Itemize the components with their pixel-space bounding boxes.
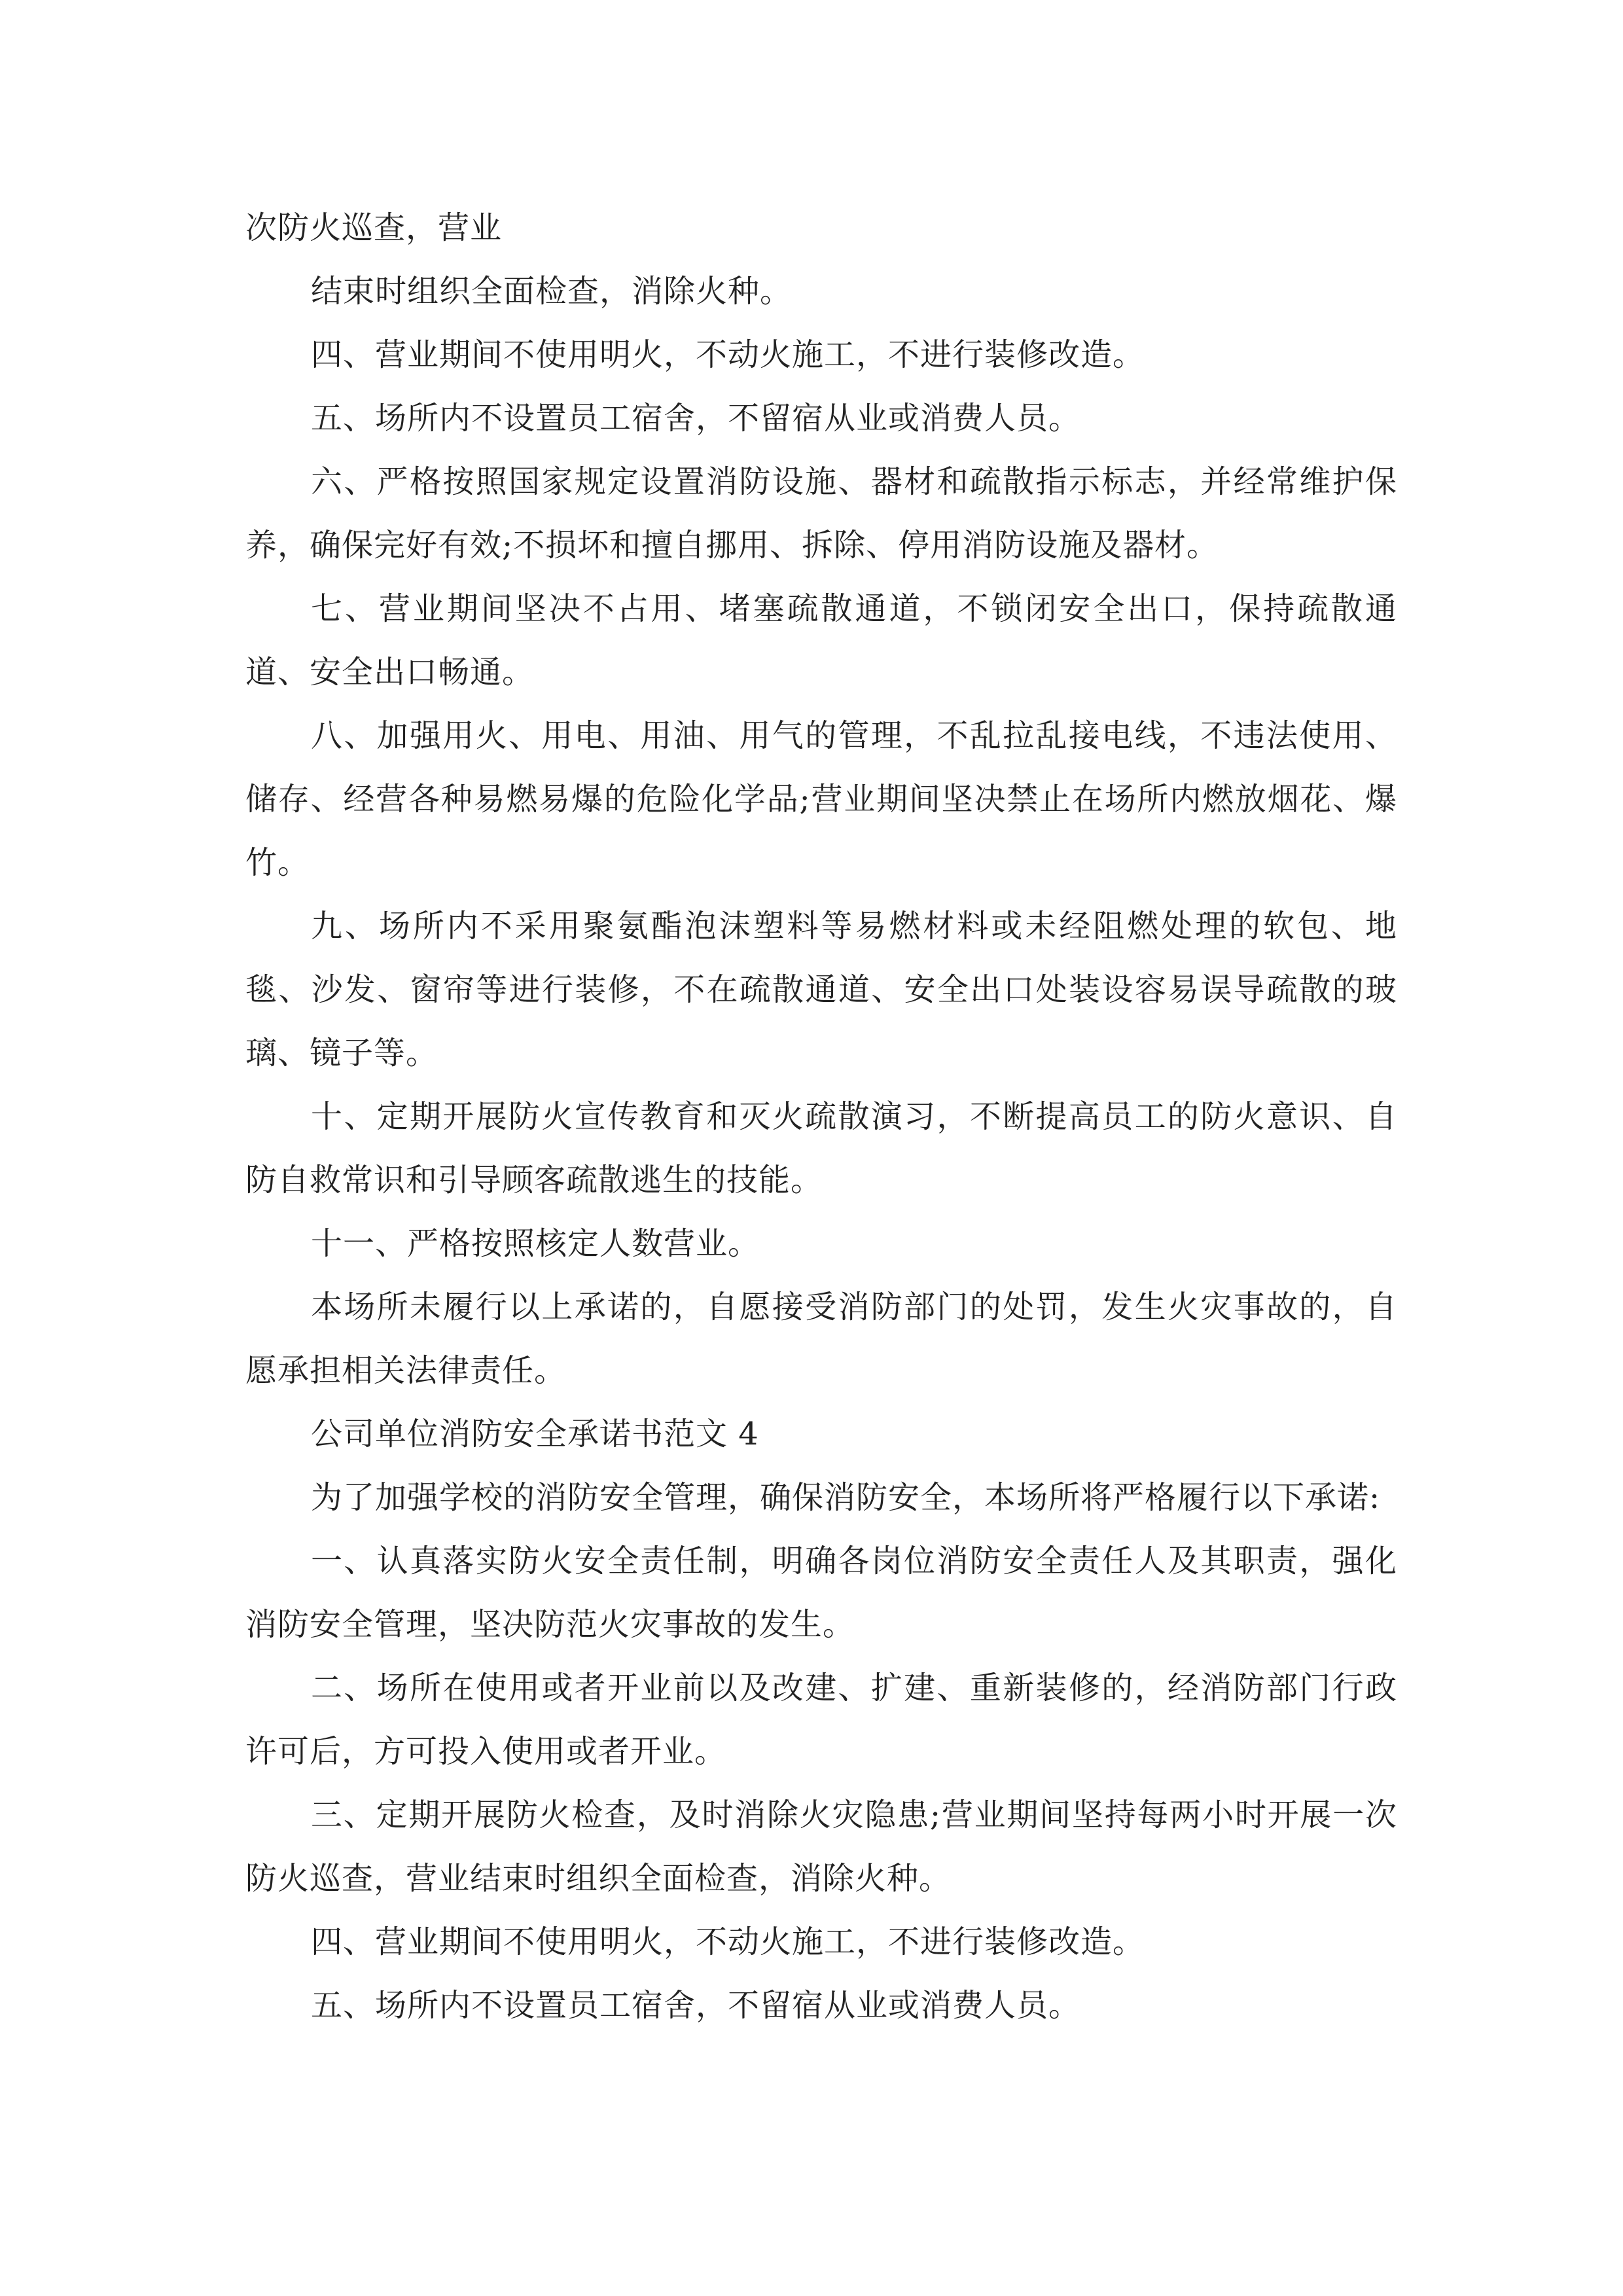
section-heading: 公司单位消防安全承诺书范文 4 (311, 1416, 759, 1452)
paragraph: 七、营业期间坚决不占用、堵塞疏散通道，不锁闭安全出口，保持疏散通道、安全出口畅通。 (245, 590, 1397, 691)
paragraph: 结束时组织全面检查，消除火种。 (311, 273, 793, 310)
paragraph: 为了加强学校的消防安全管理，确保消防安全，本场所将严格履行以下承诺: (311, 1479, 1381, 1516)
paragraph: 五、场所内不设置员工宿舍，不留宿从业或消费人员。 (311, 1987, 1081, 2024)
paragraph: 二、场所在使用或者开业前以及改建、扩建、重新装修的，经消防部门行政许可后，方可投入使用或者开业。 (245, 1670, 1397, 1770)
paragraph: 九、场所内不采用聚氨酯泡沫塑料等易燃材料或未经阻燃处理的软包、地毯、沙发、窗帘等进行装修，不在疏散通道、安全出口处装设容易误导疏散的玻璃、镜子等。 (245, 908, 1397, 1071)
paragraph: 六、严格按照国家规定设置消防设施、器材和疏散指示标志，并经常维护保养，确保完好有效;不损坏和擅自挪用、拆除、停用消防设施及器材。 (245, 463, 1397, 564)
paragraph: 次防火巡查，营业 (245, 209, 503, 246)
paragraph: 三、定期开展防火检查，及时消除火灾隐患;营业期间坚持每两小时开展一次防火巡查，营业结束时组织全面检查，消除火种。 (245, 1797, 1397, 1897)
paragraph: 十一、严格按照核定人数营业。 (311, 1225, 760, 1262)
paragraph: 八、加强用火、用电、用油、用气的管理，不乱拉乱接电线，不违法使用、储存、经营各种易燃易爆的危险化学品;营业期间坚决禁止在场所内燃放烟花、爆竹。 (245, 717, 1397, 881)
paragraph: 五、场所内不设置员工宿舍，不留宿从业或消费人员。 (311, 400, 1081, 437)
paragraph: 本场所未履行以上承诺的，自愿接受消防部门的处罚，发生火灾事故的，自愿承担相关法律责任。 (245, 1289, 1397, 1389)
paragraph: 一、认真落实防火安全责任制，明确各岗位消防安全责任人及其职责，强化消防安全管理，坚决防范火灾事故的发生。 (245, 1543, 1397, 1643)
paragraph: 四、营业期间不使用明火，不动火施工，不进行装修改造。 (311, 1924, 1145, 1960)
paragraph: 十、定期开展防火宣传教育和灭火疏散演习，不断提高员工的防火意识、自防自救常识和引导顾客疏散逃生的技能。 (245, 1098, 1397, 1198)
paragraph: 四、营业期间不使用明火，不动火施工，不进行装修改造。 (311, 336, 1145, 373)
document-body (245, 196, 1397, 2037)
